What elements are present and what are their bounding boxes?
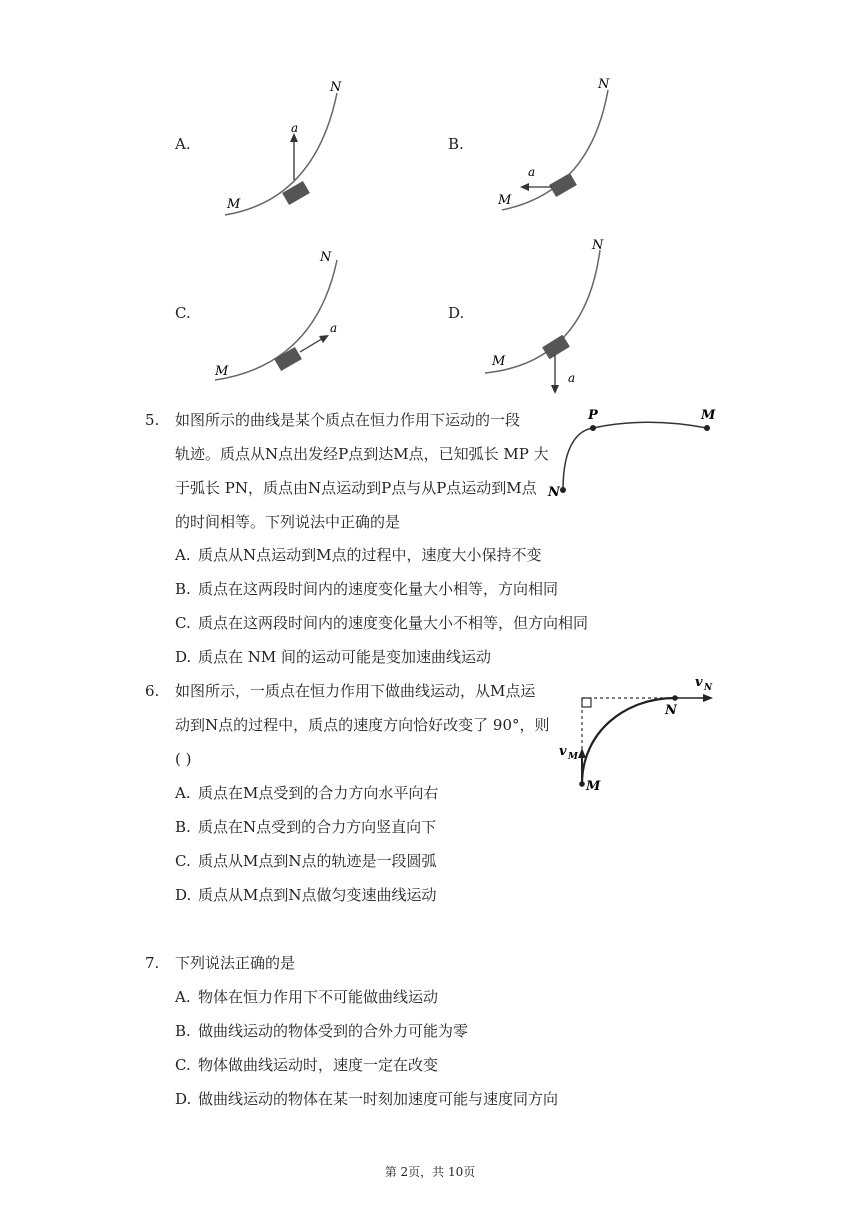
question-7-option-d-label[interactable]: D. <box>175 1090 192 1108</box>
question-6-option-a-label[interactable]: A. <box>175 784 191 802</box>
force-label-b: a <box>528 165 536 179</box>
question-5-figure <box>545 402 720 502</box>
question-6-option-b-text[interactable]: 质点在N点受到的合力方向竖直向下 <box>198 818 437 836</box>
question-6-option-a-text[interactable]: 质点在M点受到的合力方向水平向右 <box>198 784 439 802</box>
question-6-stem-line-3: ( ) <box>175 750 192 768</box>
question-5-option-b-text[interactable]: 质点在这两段时间内的速度变化量大小相等，方向相同 <box>198 580 559 598</box>
question-7-stem: 下列说法正确的是 <box>175 954 296 972</box>
question-5-option-b-label[interactable]: B. <box>175 580 191 598</box>
point-m-label: M <box>701 408 716 423</box>
velocity-n-subscript: N <box>704 683 713 693</box>
question-5-option-a-label[interactable]: A. <box>175 546 191 564</box>
question-7-option-b-label[interactable]: B. <box>175 1022 191 1040</box>
question-5-option-c-text[interactable]: 质点在这两段时间内的速度变化量大小不相等，但方向相同 <box>198 614 589 632</box>
question-6-option-c-label[interactable]: C. <box>175 852 191 870</box>
question-7-option-c-text[interactable]: 物体做曲线运动时，速度一定在改变 <box>198 1056 439 1074</box>
question-6-stem-line-2: 动到N点的过程中，质点的速度方向恰好改变了 90°，则 <box>175 716 550 734</box>
force-label-a: a <box>291 121 299 135</box>
force-label-d: a <box>568 371 576 385</box>
question-5-stem-line-4: 的时间相等。下列说法中正确的是 <box>175 513 401 531</box>
figure-option-d-diagram <box>480 235 620 395</box>
question-7-option-d-text[interactable]: 做曲线运动的物体在某一时刻加速度可能与速度同方向 <box>198 1090 559 1108</box>
figure-option-a-diagram <box>215 75 355 220</box>
question-6-figure <box>555 672 720 797</box>
curve-start-label-a: M <box>227 197 241 212</box>
question-6-option-b-label[interactable]: B. <box>175 818 191 836</box>
question-5-stem-line-3: 于弧长 PN，质点由N点运动到P点与从P点运动到M点 <box>175 479 537 497</box>
question-5-option-d-label[interactable]: D. <box>175 648 192 666</box>
velocity-n-symbol: v <box>695 675 703 690</box>
question-7-number: 7. <box>145 954 160 972</box>
curve-end-label-b: N <box>598 77 610 92</box>
question-5-stem-line-1: 如图所示的曲线是某个质点在恒力作用下运动的一段 <box>175 411 521 429</box>
figure-option-a-label[interactable]: A. <box>175 135 191 153</box>
question-6-option-d-label[interactable]: D. <box>175 886 192 904</box>
velocity-m-subscript: M <box>568 752 578 762</box>
figure-option-d-label[interactable]: D. <box>448 304 465 322</box>
point-n-label-6: N <box>665 703 677 718</box>
figure-option-c-diagram <box>205 245 355 390</box>
point-m-label-6: M <box>586 779 601 794</box>
question-5-stem-line-2: 轨迹。质点从N点出发经P点到达M点，已知弧长 MP 大 <box>175 445 549 463</box>
question-7-option-b-text[interactable]: 做曲线运动的物体受到的合外力可能为零 <box>198 1022 469 1040</box>
question-7-option-a-text[interactable]: 物体在恒力作用下不可能做曲线运动 <box>198 988 439 1006</box>
page-footer: 第 2页，共 10页 <box>384 1165 476 1179</box>
curve-end-label-c: N <box>320 250 332 265</box>
point-p-label: P <box>588 408 598 423</box>
question-5-option-d-text[interactable]: 质点在 NM 间的运动可能是变加速曲线运动 <box>198 648 492 666</box>
point-n-label: N <box>548 485 560 500</box>
curve-start-label-d: M <box>492 354 506 369</box>
question-7-option-c-label[interactable]: C. <box>175 1056 191 1074</box>
question-7-option-a-label[interactable]: A. <box>175 988 191 1006</box>
curve-start-label-c: M <box>215 364 229 379</box>
question-5-option-a-text[interactable]: 质点从N点运动到M点的过程中，速度大小保持不变 <box>198 546 542 564</box>
curve-end-label-d: N <box>592 238 604 253</box>
question-6-stem-line-1: 如图所示，一质点在恒力作用下做曲线运动，从M点运 <box>175 682 536 700</box>
force-label-c: a <box>330 321 338 335</box>
figure-option-b-diagram <box>490 72 630 217</box>
question-6-number: 6. <box>145 682 160 700</box>
curve-end-label-a: N <box>330 80 342 95</box>
figure-option-b-label[interactable]: B. <box>448 135 464 153</box>
figure-option-c-label[interactable]: C. <box>175 304 191 322</box>
question-6-option-c-text[interactable]: 质点从M点到N点的轨迹是一段圆弧 <box>198 852 437 870</box>
question-6-option-d-text[interactable]: 质点从M点到N点做匀变速曲线运动 <box>198 886 437 904</box>
question-5-number: 5. <box>145 411 160 429</box>
velocity-m-symbol: v <box>559 744 567 759</box>
question-5-option-c-label[interactable]: C. <box>175 614 191 632</box>
curve-start-label-b: M <box>498 193 512 208</box>
